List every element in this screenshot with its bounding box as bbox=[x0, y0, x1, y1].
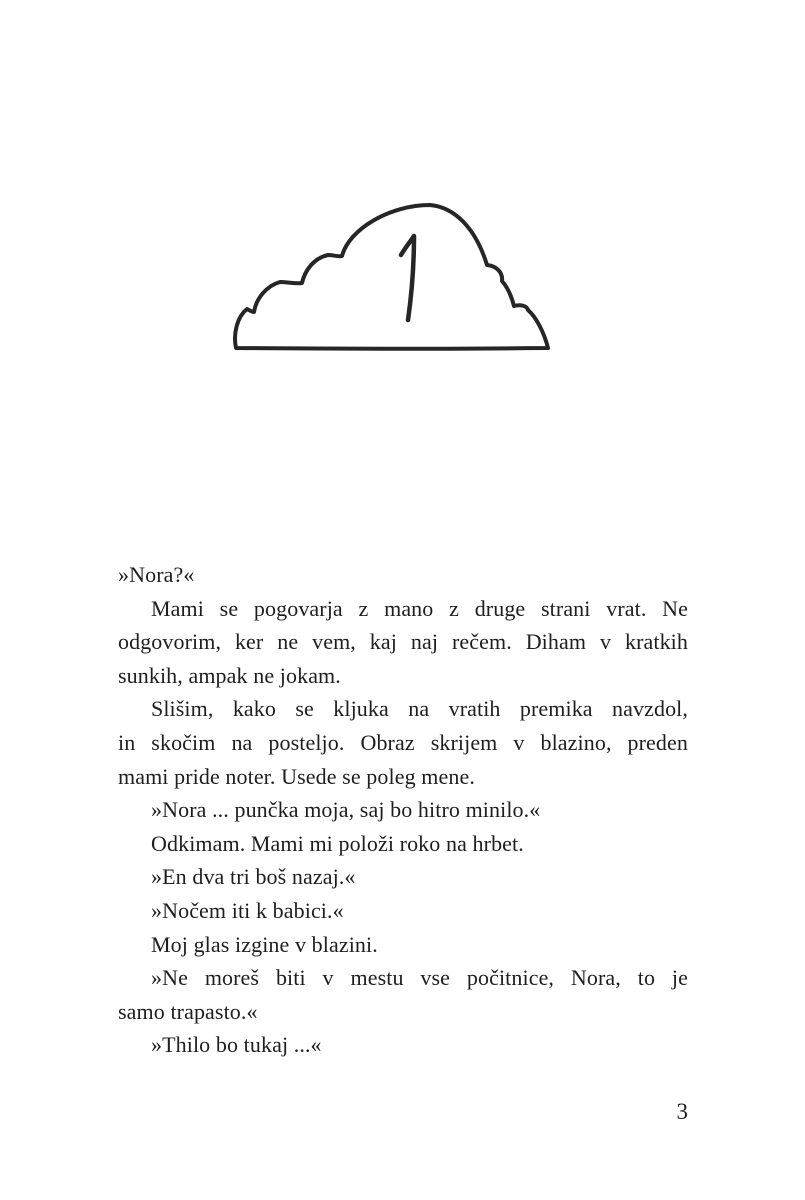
paragraph bbox=[118, 592, 688, 693]
paragraph bbox=[118, 961, 688, 1028]
paragraph bbox=[118, 793, 688, 827]
chapter-cloud-illustration bbox=[231, 200, 555, 352]
text-line: »Nora ... punčka moja, saj bo hitro minilo.« bbox=[151, 797, 541, 823]
text-line: Odkimam. Mami mi položi roko na hrbet. bbox=[151, 830, 524, 856]
text-line: odgovorim, ker ne vem, kaj naj rečem. Diham v kratkih bbox=[118, 629, 688, 655]
text-line: samo trapasto.« bbox=[118, 998, 258, 1024]
text-line: Mami se pogovarja z mano z druge strani vrat. Ne bbox=[151, 595, 688, 621]
cloud-outline-icon bbox=[235, 205, 548, 349]
text-line: sunkih, ampak ne jokam. bbox=[118, 662, 341, 688]
paragraph bbox=[118, 1028, 688, 1062]
chapter-number bbox=[231, 352, 232, 353]
cloud-drawing bbox=[231, 200, 555, 352]
text-line: »Nora?« bbox=[118, 562, 195, 587]
paragraph bbox=[118, 692, 688, 793]
paragraph bbox=[118, 827, 688, 861]
paragraph bbox=[118, 894, 688, 928]
body-text bbox=[118, 558, 688, 1062]
text-line: »Ne moreš biti v mestu vse počitnice, Nora, to je bbox=[151, 965, 688, 991]
paragraph bbox=[118, 860, 688, 894]
text-line: »Thilo bo tukaj ...« bbox=[151, 1032, 322, 1058]
text-line: »Nočem iti k babici.« bbox=[151, 897, 344, 923]
page-number: 3 bbox=[676, 1099, 688, 1124]
text-line: mami pride noter. Usede se poleg mene. bbox=[118, 763, 475, 789]
text-line: Slišim, kako se kljuka na vratih premika navzdol, bbox=[151, 696, 688, 722]
text-line: »En dva tri boš nazaj.« bbox=[151, 864, 356, 890]
text-line: Moj glas izgine v blazini. bbox=[151, 931, 378, 957]
paragraph bbox=[118, 558, 688, 592]
text-line: in skočim na posteljo. Obraz skrijem v blazino, preden bbox=[118, 729, 688, 755]
paragraph bbox=[118, 928, 688, 962]
